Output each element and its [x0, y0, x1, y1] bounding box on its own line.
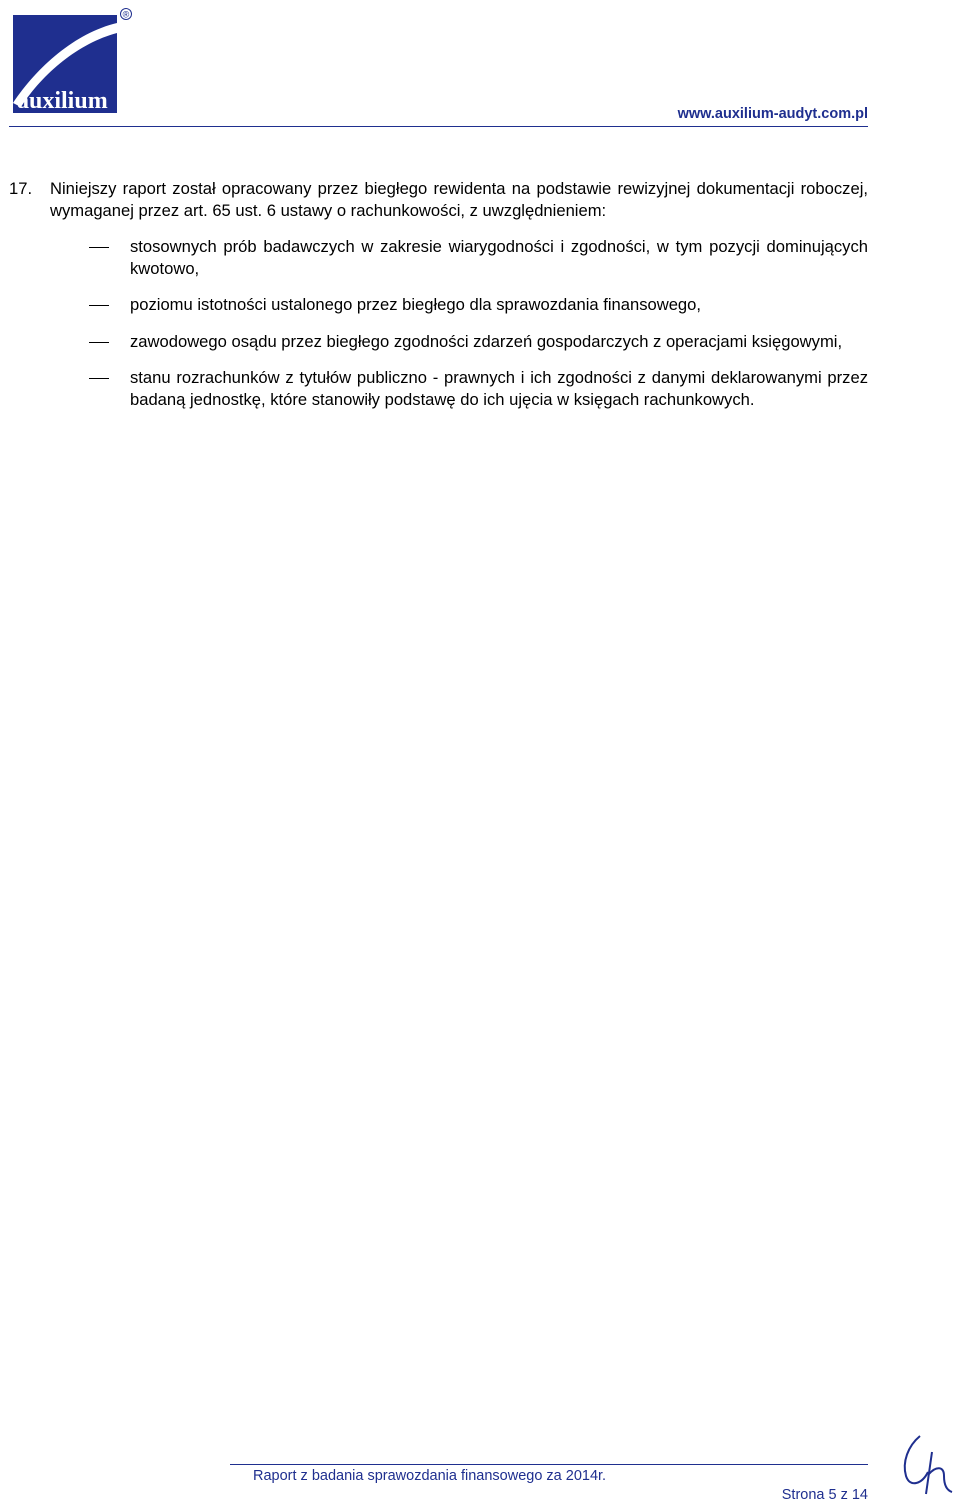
numbered-item — [9, 178, 868, 410]
logo-wordmark: auxilium — [17, 88, 108, 114]
dash-bullet — [89, 305, 109, 306]
website-link[interactable]: www.auxilium-audyt.com.pl — [677, 106, 868, 122]
list-item — [50, 331, 868, 353]
sub-item-list — [50, 236, 868, 410]
list-item — [50, 236, 868, 279]
sub-item-text: stanu rozrachunków z tytułów publiczno - prawnych i ich zgodności z danymi deklarowanymi przez badaną jednostkę, które stanowiły podstawę do ich ujęcia w księgach rachunkowych. — [130, 368, 868, 409]
item-number: 17. — [9, 179, 33, 198]
footer-report-title: Raport z badania sprawozdania finansowego za 2014r. — [253, 1468, 607, 1484]
list-item — [50, 294, 868, 316]
dash-bullet — [89, 378, 109, 379]
header-divider — [9, 126, 868, 127]
page-number: Strona 5 z 14 — [781, 1487, 868, 1503]
item-text: Niniejszy raport został opracowany przez biegłego rewidenta na podstawie rewizyjnej dokumentacji roboczej, wymaganej przez art. 65 ust. 6 ustawy o rachunkowości, z uwzględnieniem: — [50, 179, 868, 220]
dash-bullet — [89, 342, 109, 343]
dash-bullet — [89, 247, 109, 248]
registered-mark: ® — [122, 9, 130, 20]
signature-mark — [898, 1432, 956, 1500]
auxilium-logo — [9, 7, 139, 119]
sub-item-text: stosownych prób badawczych w zakresie wiarygodności i zgodności, w tym pozycji dominujących kwotowo, — [130, 237, 868, 278]
footer-divider — [230, 1464, 868, 1465]
list-item — [50, 367, 868, 410]
sub-item-text: zawodowego osądu przez biegłego zgodności zdarzeń gospodarczych z operacjami księgowymi, — [130, 331, 843, 351]
report-body — [9, 178, 868, 425]
sub-item-text: poziomu istotności ustalonego przez biegłego dla sprawozdania finansowego, — [130, 295, 702, 314]
